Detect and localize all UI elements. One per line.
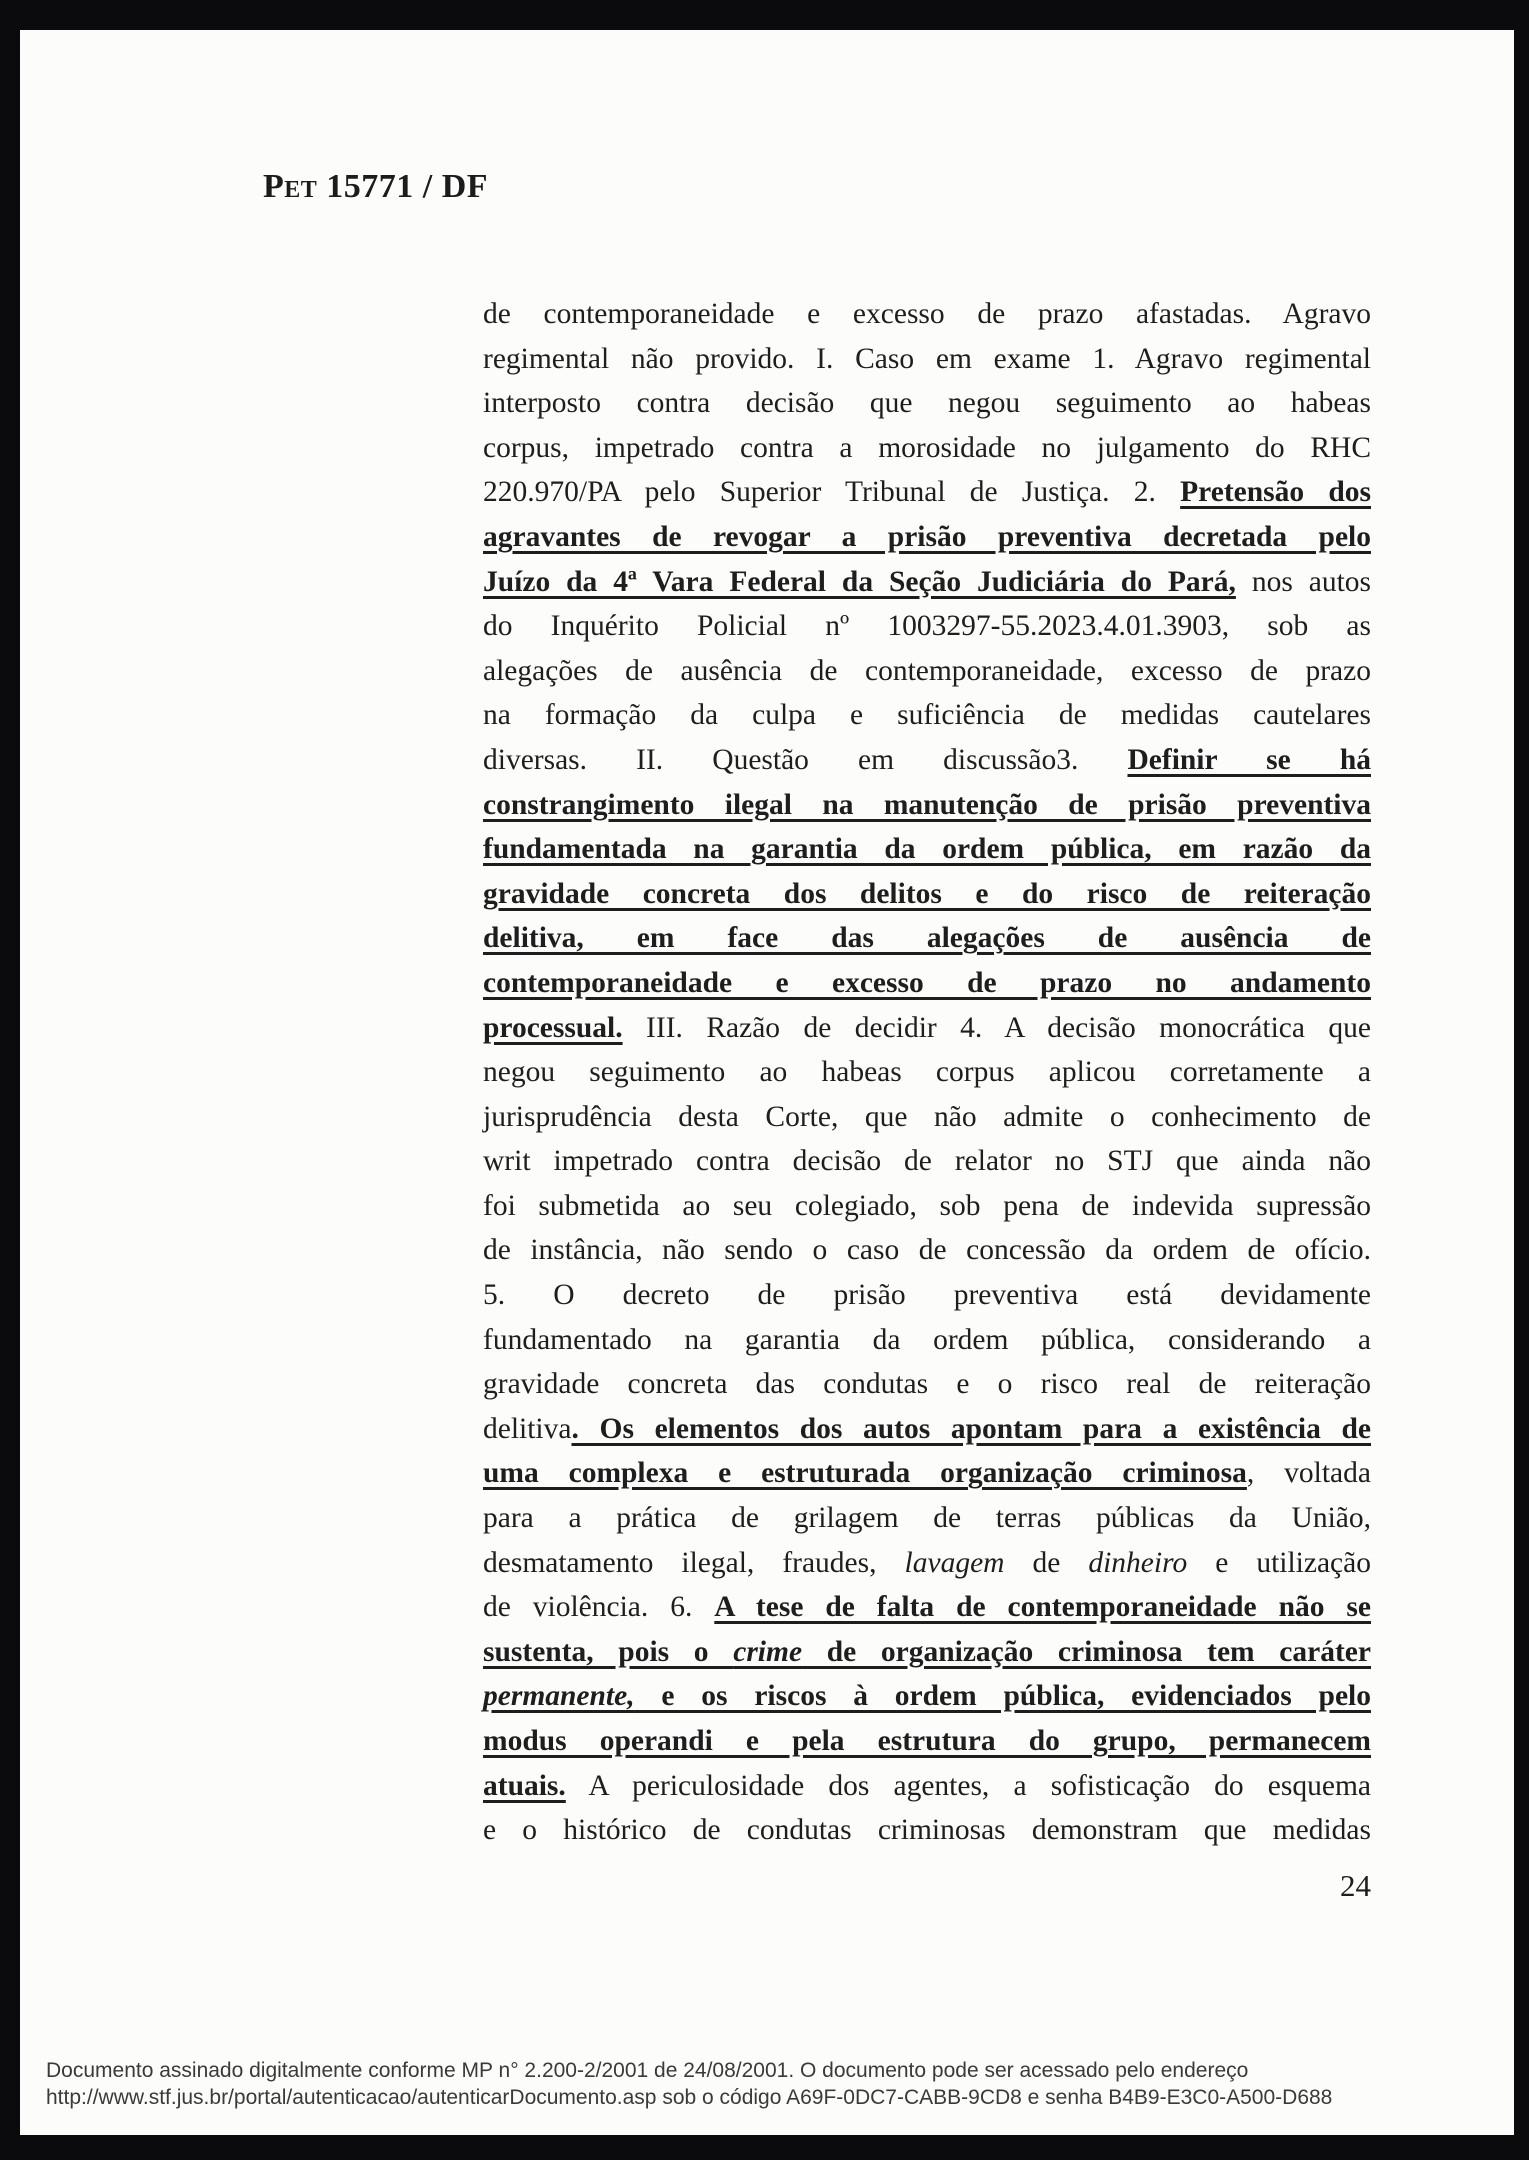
text-line [483,1808,1371,1853]
text-line [483,1407,1371,1452]
text-line [483,738,1371,783]
text-line [483,1050,1371,1095]
text-segment: foi submetida ao seu colegiado, sob pena de indevida supressão [483,1189,1371,1222]
text-segment: corpus, impetrado contra a morosidade no julgamento do RHC [483,431,1371,464]
text-segment: e os riscos à ordem pública, evidenciados pelo [634,1680,1371,1713]
text-segment: negou seguimento ao habeas corpus aplicou corretamente a [483,1056,1371,1089]
text-line [483,961,1371,1006]
text-line [483,783,1371,828]
text-line [483,560,1371,605]
text-segment: Pretensão dos [1180,476,1371,509]
text-segment: 5. O decreto de prisão preventiva está devidamente [483,1279,1371,1312]
text-line [483,470,1371,515]
text-line [483,1006,1371,1051]
text-segment: A periculosidade dos agentes, a sofisticação do esquema [565,1769,1371,1802]
text-line [483,1764,1371,1809]
text-line [483,1228,1371,1273]
text-line [483,1184,1371,1229]
page-number: 24 [1340,1868,1371,1903]
text-segment: nos autos [1235,565,1372,598]
text-segment: delitiva, em face das alegações de ausência de [483,922,1371,955]
text-segment: diversas. II. Questão em discussão3. [483,743,1128,776]
text-line [483,1630,1371,1675]
footer-signature-line-2: http://www.stf.jus.br/portal/autenticacao/autenticarDocumento.asp sob o código A69F-0DC7-CABB-9CD8 e senha B4B9-E3C0-A500-D688 [46,2085,1333,2109]
text-line [483,1139,1371,1184]
text-segment: dinheiro [1088,1546,1188,1579]
text-segment: . Os elementos dos autos apontam para a existência de [571,1412,1371,1445]
text-segment: III. Razão de decidir 4. A decisão monocrática que [622,1011,1371,1044]
text-segment: do Inquérito Policial nº 1003297-55.2023.4.01.3903, sob as [483,610,1371,643]
text-segment: permanente, [483,1680,635,1713]
text-segment: constrangimento ilegal na manutenção de prisão preventiva [483,788,1371,821]
text-line [483,1095,1371,1140]
text-segment: de organização criminosa tem caráter [802,1635,1371,1668]
text-segment: de [1004,1546,1089,1579]
text-segment: 220.970/PA pelo Superior Tribunal de Justiça. 2. [483,476,1181,509]
text-segment: , voltada [1246,1457,1371,1490]
text-line [483,827,1371,872]
text-segment: gravidade concreta dos delitos e do risco de reiteração [483,877,1371,910]
text-segment: para a prática de grilagem de terras públicas da União, [483,1502,1371,1535]
text-line [483,604,1371,649]
text-segment: e utilização [1187,1546,1371,1579]
text-segment: sustenta, pois o [483,1635,734,1668]
text-segment: delitiva [483,1412,572,1445]
footer-signature-line-1: Documento assinado digitalmente conforme MP n° 2.200-2/2001 de 24/08/2001. O documento pode ser acessado pelo endereço [46,2059,1249,2082]
text-line [483,1674,1371,1719]
text-segment: alegações de ausência de contemporaneidade, excesso de prazo [483,654,1371,687]
text-segment: na formação da culpa e suficiência de medidas cautelares [483,699,1371,732]
text-segment: Juízo da 4ª Vara Federal da Seção Judiciária do Pará, [483,565,1236,598]
text-line [483,337,1371,382]
text-segment: agravantes de revogar a prisão preventiva decretada pelo [483,520,1371,553]
text-segment: atuais. [483,1769,566,1802]
text-segment: A tese de falta de contemporaneidade não se [714,1591,1371,1624]
text-line [483,1541,1371,1586]
text-segment: jurisprudência desta Corte, que não admite o conhecimento de [483,1100,1371,1133]
text-line [483,381,1371,426]
text-line [483,515,1371,560]
digital-signature-footer [46,2058,1332,2111]
text-line [483,872,1371,917]
text-line [483,916,1371,961]
text-segment: de violência. 6. [483,1591,715,1624]
text-segment: crime [733,1635,803,1668]
text-segment: fundamentado na garantia da ordem pública, considerando a [483,1323,1371,1356]
text-segment: lavagem [904,1546,1005,1579]
text-segment: gravidade concreta das condutas e o risco real de reiteração [483,1368,1371,1401]
text-line [483,1496,1371,1541]
text-line [483,1273,1371,1318]
text-line [483,1719,1371,1764]
text-line [483,649,1371,694]
text-segment: processual. [483,1011,623,1044]
text-segment: de contemporaneidade e excesso de prazo afastadas. Agravo [483,298,1371,330]
text-segment: Definir se há [1127,743,1371,776]
text-line [483,1362,1371,1407]
text-line [483,1318,1371,1363]
text-segment: regimental não provido. I. Caso em exame 1. Agravo regimental [483,342,1371,375]
text-line [483,292,1371,337]
case-header: Pet 15771 / DF [263,168,489,205]
text-segment: modus operandi e pela estrutura do grupo, permanecem [483,1725,1371,1757]
text-segment: fundamentada na garantia da ordem pública, em razão da [483,833,1371,866]
text-line [483,426,1371,471]
text-segment: de instância, não sendo o caso de concessão da ordem de ofício. [483,1234,1371,1267]
text-segment: interposto contra decisão que negou seguimento ao habeas [483,387,1371,420]
text-line [483,693,1371,738]
text-segment: uma complexa e estruturada organização criminosa [483,1457,1247,1490]
text-line [483,1585,1371,1630]
text-segment: contemporaneidade e excesso de prazo no andamento [483,966,1371,999]
text-segment: desmatamento ilegal, fraudes, [483,1546,905,1579]
text-line [483,1451,1371,1496]
text-segment: e o histórico de condutas criminosas demonstram que medidas [483,1814,1371,1847]
document-page [20,30,1514,2135]
ementa-text-block [483,292,1371,1853]
text-segment: writ impetrado contra decisão de relator no STJ que ainda não [483,1145,1371,1178]
